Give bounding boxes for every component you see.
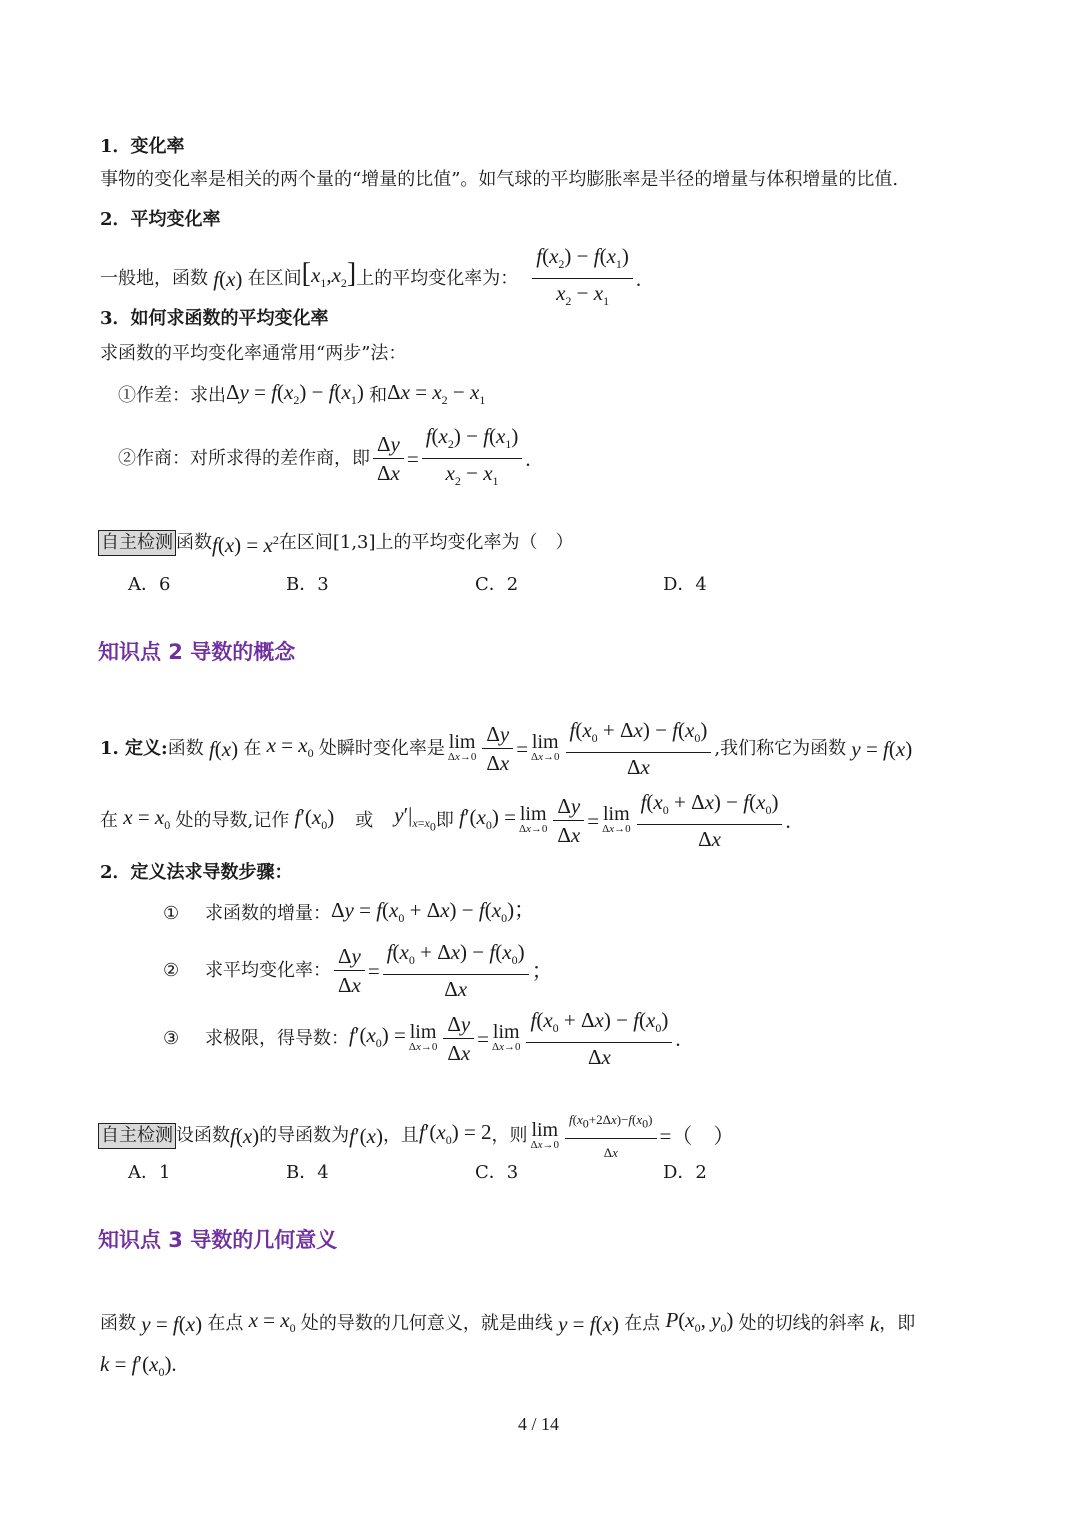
step-1: ① 求函数的增量： $\Delta y = f(x_0 + \Delta x) - f(x_0)$；: [163, 898, 536, 926]
step-label: 求函数的增量：: [205, 903, 331, 925]
limit-operator: lim Δx→0: [408, 1021, 438, 1054]
limit-operator: lim Δx→0: [531, 731, 560, 764]
def-t1: 函数: [167, 737, 204, 759]
limit-operator: lim Δx→0: [492, 1021, 521, 1054]
text-post: 上的平均变化率为：: [356, 267, 519, 289]
formula-fx: f(x): [213, 266, 248, 291]
check2-t3: ，则: [491, 1125, 528, 1147]
step-quotient: ②作商：对所求得的差作商，即 $\frac{\Delta y}{\Delta x}$ = $\frac{f(x_2) - f(x_1)}{x_2 - x_1}$ .: [118, 424, 531, 493]
option-d[interactable]: D．2: [663, 1162, 707, 1183]
geometric-meaning-line2: $k = f'(x_0)$.: [100, 1352, 177, 1380]
step1-and: 和: [369, 385, 388, 407]
derivative-definition-line2: 在 $x = x_0$ 处的导数,记作 $f'(x_0)$ 或 $y'|_{x=x_0}$ 即 $f'(x_0)$ = lim Δx→0 $\frac{\Delta y}{\Delta x}$ = lim Δx→0 $\frac{f(x_0 + \Delta x) - f(x_0)}{\Delta x}$ .: [100, 790, 791, 852]
geo-t5: 处的切线的斜率: [738, 1313, 865, 1335]
def-t7: 或: [355, 809, 374, 831]
section-3-heading: 3．如何求函数的平均变化率: [100, 308, 329, 329]
average-rate-definition: 一般地，函数 f(x) 在区间 $[x_1,x_2]$ 上的平均变化率为： $\frac{f(x_2) - f(x_1)}{x_2 - x_1}$ .: [100, 244, 641, 313]
step1-label: ①作差：求出: [118, 385, 226, 407]
option-d[interactable]: D．4: [663, 574, 707, 595]
average-rate-fraction: $\frac{f(x_2) - f(x_1)}{x_2 - x_1}$: [532, 244, 633, 313]
dy-dx-fraction: $\frac{\Delta y}{\Delta x}$: [373, 432, 404, 485]
check2-pre: 设函数: [176, 1125, 230, 1147]
formula-delta-x: $\Delta x = x_2 - x_1$: [387, 380, 486, 408]
definition-label: 1. 定义:: [100, 737, 168, 759]
formula-delta-y: $\Delta y = f(x_2) - f(x_1)$: [226, 380, 370, 408]
section-1-text: 事物的变化率是相关的两个量的“增量的比值”。如气球的平均膨胀率是半径的增量与体积增量的比值.: [100, 169, 899, 190]
quotient-fraction: $\frac{f(x_2) - f(x_1)}{x_2 - x_1}$: [422, 424, 523, 493]
option-a[interactable]: A．6: [128, 574, 171, 595]
step-number: ①: [163, 903, 180, 925]
geo-t2: 在点: [207, 1313, 244, 1335]
option-c[interactable]: C．3: [475, 1162, 519, 1183]
steps-heading: 2．定义法求导数步骤：: [100, 862, 293, 883]
step-label: 求极限，得导数：: [205, 1027, 349, 1049]
self-check-2: 自主检测 设函数 f(x) 的导函数为 f′(x) ，且 $f'(x_0) = 2$ ，则 lim Δx→0 $\frac{f(x_0+2\Delta x)-f(x_0)}{\Delta x}$ =（ ）: [98, 1108, 734, 1165]
knowledge-point-2-title: 知识点 2 导数的概念: [98, 640, 296, 664]
section-2-heading: 2．平均变化率: [100, 209, 221, 230]
page-number: 4 / 14: [518, 1414, 560, 1434]
text-pre: 一般地，函数: [100, 267, 208, 289]
self-check-badge: 自主检测: [98, 1123, 176, 1149]
limit-operator: lim Δx→0: [518, 803, 548, 836]
geo-t6: ，即: [879, 1313, 916, 1335]
def-t5: 在: [100, 809, 118, 831]
step-2: ② 求平均变化率： $\frac{\Delta y}{\Delta x}$ = $\frac{f(x_0 + \Delta x) - f(x_0)}{\Delta x}$ ；: [163, 940, 553, 1002]
knowledge-point-3-title: 知识点 3 导数的几何意义: [98, 1228, 338, 1252]
def-t6: 处的导数,记作: [175, 809, 290, 831]
geo-t4: 在点: [624, 1313, 661, 1335]
check2-t2: ，且: [382, 1125, 419, 1147]
geo-t3: 处的导数的几何意义，就是曲线: [300, 1313, 553, 1335]
formula-interval: $[x_1,x_2]$: [301, 258, 357, 291]
def-t3: 处瞬时变化率是: [318, 737, 445, 759]
formula-fx-squared: $f(x) = x^2$: [212, 533, 279, 557]
option-c[interactable]: C．2: [475, 574, 519, 595]
derivative-fraction: $\frac{f(x_0 + \Delta x) - f(x_0)}{\Delta x}$: [566, 718, 712, 779]
limit-operator: lim Δx→0: [602, 803, 631, 836]
section-3-intro: 求函数的平均变化率通常用“两步”法：: [100, 343, 407, 364]
self-check-badge: 自主检测: [98, 530, 176, 556]
check1-mid: 在区间[1,3]上的平均变化率为（ ）: [278, 531, 574, 553]
def-t2: 在: [243, 737, 262, 759]
check2-t1: 的导函数为: [259, 1125, 350, 1147]
option-a[interactable]: A．1: [128, 1162, 171, 1183]
check1-pre: 函数: [176, 531, 212, 553]
step-number: ②: [163, 959, 180, 981]
step-3: ③ 求极限，得导数： $f'(x_0)$ = lim Δx→0 $\frac{\Delta y}{\Delta x}$ = lim Δx→0 $\frac{f(x_0 + \Delta x) - f(x_0)}{\Delta x}$ .: [163, 1008, 681, 1070]
option-b[interactable]: B．4: [286, 1162, 329, 1183]
section-1-heading: 1．变化率: [100, 136, 185, 157]
step2-label: ②作商：对所求得的差作商，即: [118, 447, 370, 469]
step-label: 求平均变化率：: [205, 959, 331, 981]
derivative-definition-line1: 1. 定义: 函数 f(x) 在 $x = x_0$ 处瞬时变化率是 lim Δx→0 $\frac{\Delta y}{\Delta x}$ = lim Δx→0 $\frac{f(x_0 + \Delta x) - f(x_0)}{\Delta x}$ ,我们称它为函数 y = f(x): [100, 718, 913, 780]
option-b[interactable]: B．3: [286, 574, 329, 595]
def-t8: 即: [435, 809, 454, 831]
self-check-1: [98, 528, 574, 557]
def-t4: ,我们称它为函数: [714, 737, 847, 759]
geo-t1: 函数: [100, 1313, 136, 1335]
text-mid: 在区间: [247, 267, 302, 289]
step-difference: [118, 380, 485, 412]
limit-operator: lim Δx→0: [530, 1118, 560, 1151]
step-number: ③: [163, 1027, 180, 1049]
limit-operator: lim Δx→0: [447, 731, 477, 764]
geometric-meaning-line1: 函数 y = f(x) 在点 $x = x_0$ 处的导数的几何意义，就是曲线 y = f(x) 在点 $P(x_0$, $y_0$) 处的切线的斜率 k ，即: [100, 1308, 916, 1337]
